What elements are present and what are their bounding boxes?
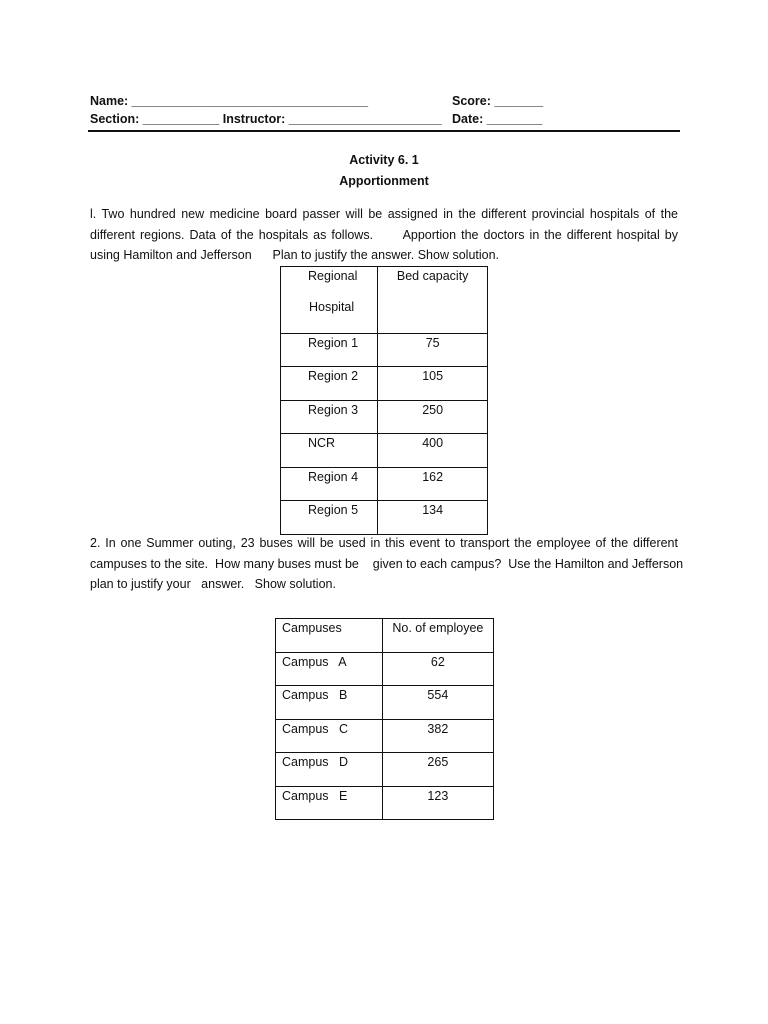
header-no-of-employee: No. of employee [392, 621, 484, 635]
name-line: Name: __________________________________ [90, 94, 369, 108]
problem-2-text [90, 533, 684, 595]
employee-count: 123 [427, 789, 449, 803]
table-cell [281, 367, 378, 401]
bed-capacity-value: 250 [422, 403, 444, 417]
employee-count: 382 [427, 722, 449, 736]
table-row [281, 501, 488, 535]
table-cell [276, 720, 383, 753]
table-cell [281, 434, 378, 468]
table-row [276, 653, 494, 686]
table-row [276, 753, 494, 787]
bed-capacity-value: 105 [422, 369, 444, 383]
table-cell [382, 720, 493, 753]
table-cell [276, 753, 383, 787]
table-header-cell [281, 267, 378, 334]
table-cell [382, 653, 493, 686]
bed-capacity-value: 75 [425, 336, 440, 350]
employee-count: 62 [430, 655, 445, 669]
problem-2-line: plan to justify your answer. Show solution. [90, 577, 336, 591]
table-row [281, 367, 488, 401]
table-cell [276, 787, 383, 820]
table-header-cell [378, 267, 488, 334]
campus-name: Campus C [282, 722, 348, 736]
campus-table [275, 618, 494, 820]
table-row [281, 434, 488, 468]
table-header-cell [276, 619, 383, 653]
problem-2-line: 2. In one Summer outing, 23 buses will be used in this event to transport the employee of the different [90, 536, 678, 550]
table-cell [276, 653, 383, 686]
campus-name: Campus A [282, 655, 347, 669]
table-cell [378, 401, 488, 434]
problem-1-line: using Hamilton and Jefferson Plan to justify the answer. Show solution. [90, 248, 500, 262]
bed-capacity-value: 134 [422, 503, 444, 517]
region-name: Region 4 [308, 470, 359, 484]
table-cell [281, 334, 378, 367]
table-cell [276, 686, 383, 720]
activity-title: Activity 6. 1 [349, 153, 419, 167]
region-name: Region 3 [308, 403, 359, 417]
table-cell [382, 787, 493, 820]
table-cell [281, 401, 378, 434]
table-header-row [281, 267, 488, 334]
problem-1-line: l. Two hundred new medicine board passer will be assigned in the different provincial hospitals of the [90, 207, 678, 221]
region-name: Region 2 [308, 369, 359, 383]
table-cell [378, 434, 488, 468]
table-row [281, 468, 488, 501]
problem-1-line: different regions. Data of the hospitals as follows. Apportion the doctors in the different hospital by [90, 227, 678, 242]
bed-capacity-value: 400 [422, 436, 444, 450]
region-name: Region 1 [308, 336, 359, 350]
table-header-row [276, 619, 494, 653]
table-cell [382, 686, 493, 720]
header-bed-capacity: Bed capacity [396, 269, 469, 283]
table-row [281, 334, 488, 367]
employee-count: 554 [427, 688, 449, 702]
region-name: Region 5 [308, 503, 359, 517]
header-regional: Regional [308, 269, 358, 283]
problem-1-text [90, 204, 678, 266]
table-cell [378, 367, 488, 401]
table-row [276, 686, 494, 720]
table-cell [378, 501, 488, 535]
campus-name: Campus E [282, 789, 348, 803]
employee-count: 265 [427, 755, 449, 769]
table-cell [382, 753, 493, 787]
table-cell [281, 501, 378, 535]
bed-capacity-value: 162 [422, 470, 444, 484]
campus-name: Campus B [282, 688, 348, 702]
topic-title: Apportionment [339, 174, 429, 188]
section-instructor-line: Section: ___________ Instructor: ______________________ [90, 112, 442, 126]
table-header-cell [382, 619, 493, 653]
table-cell [378, 468, 488, 501]
table-row [276, 787, 494, 820]
header-campuses: Campuses [282, 621, 342, 635]
region-name: NCR [308, 436, 336, 450]
table-cell [281, 468, 378, 501]
header-hospital: Hospital [309, 300, 355, 314]
header-divider [88, 130, 680, 132]
table-cell [378, 334, 488, 367]
score-line: Score: _______ [452, 94, 544, 108]
campus-name: Campus D [282, 755, 348, 769]
hospital-table [280, 266, 488, 535]
table-row [281, 401, 488, 434]
table-row [276, 720, 494, 753]
problem-2-line: campuses to the site. How many buses must be given to each campus? Use the Hamilton and Jefferson [90, 556, 684, 571]
date-line: Date: ________ [452, 112, 543, 126]
